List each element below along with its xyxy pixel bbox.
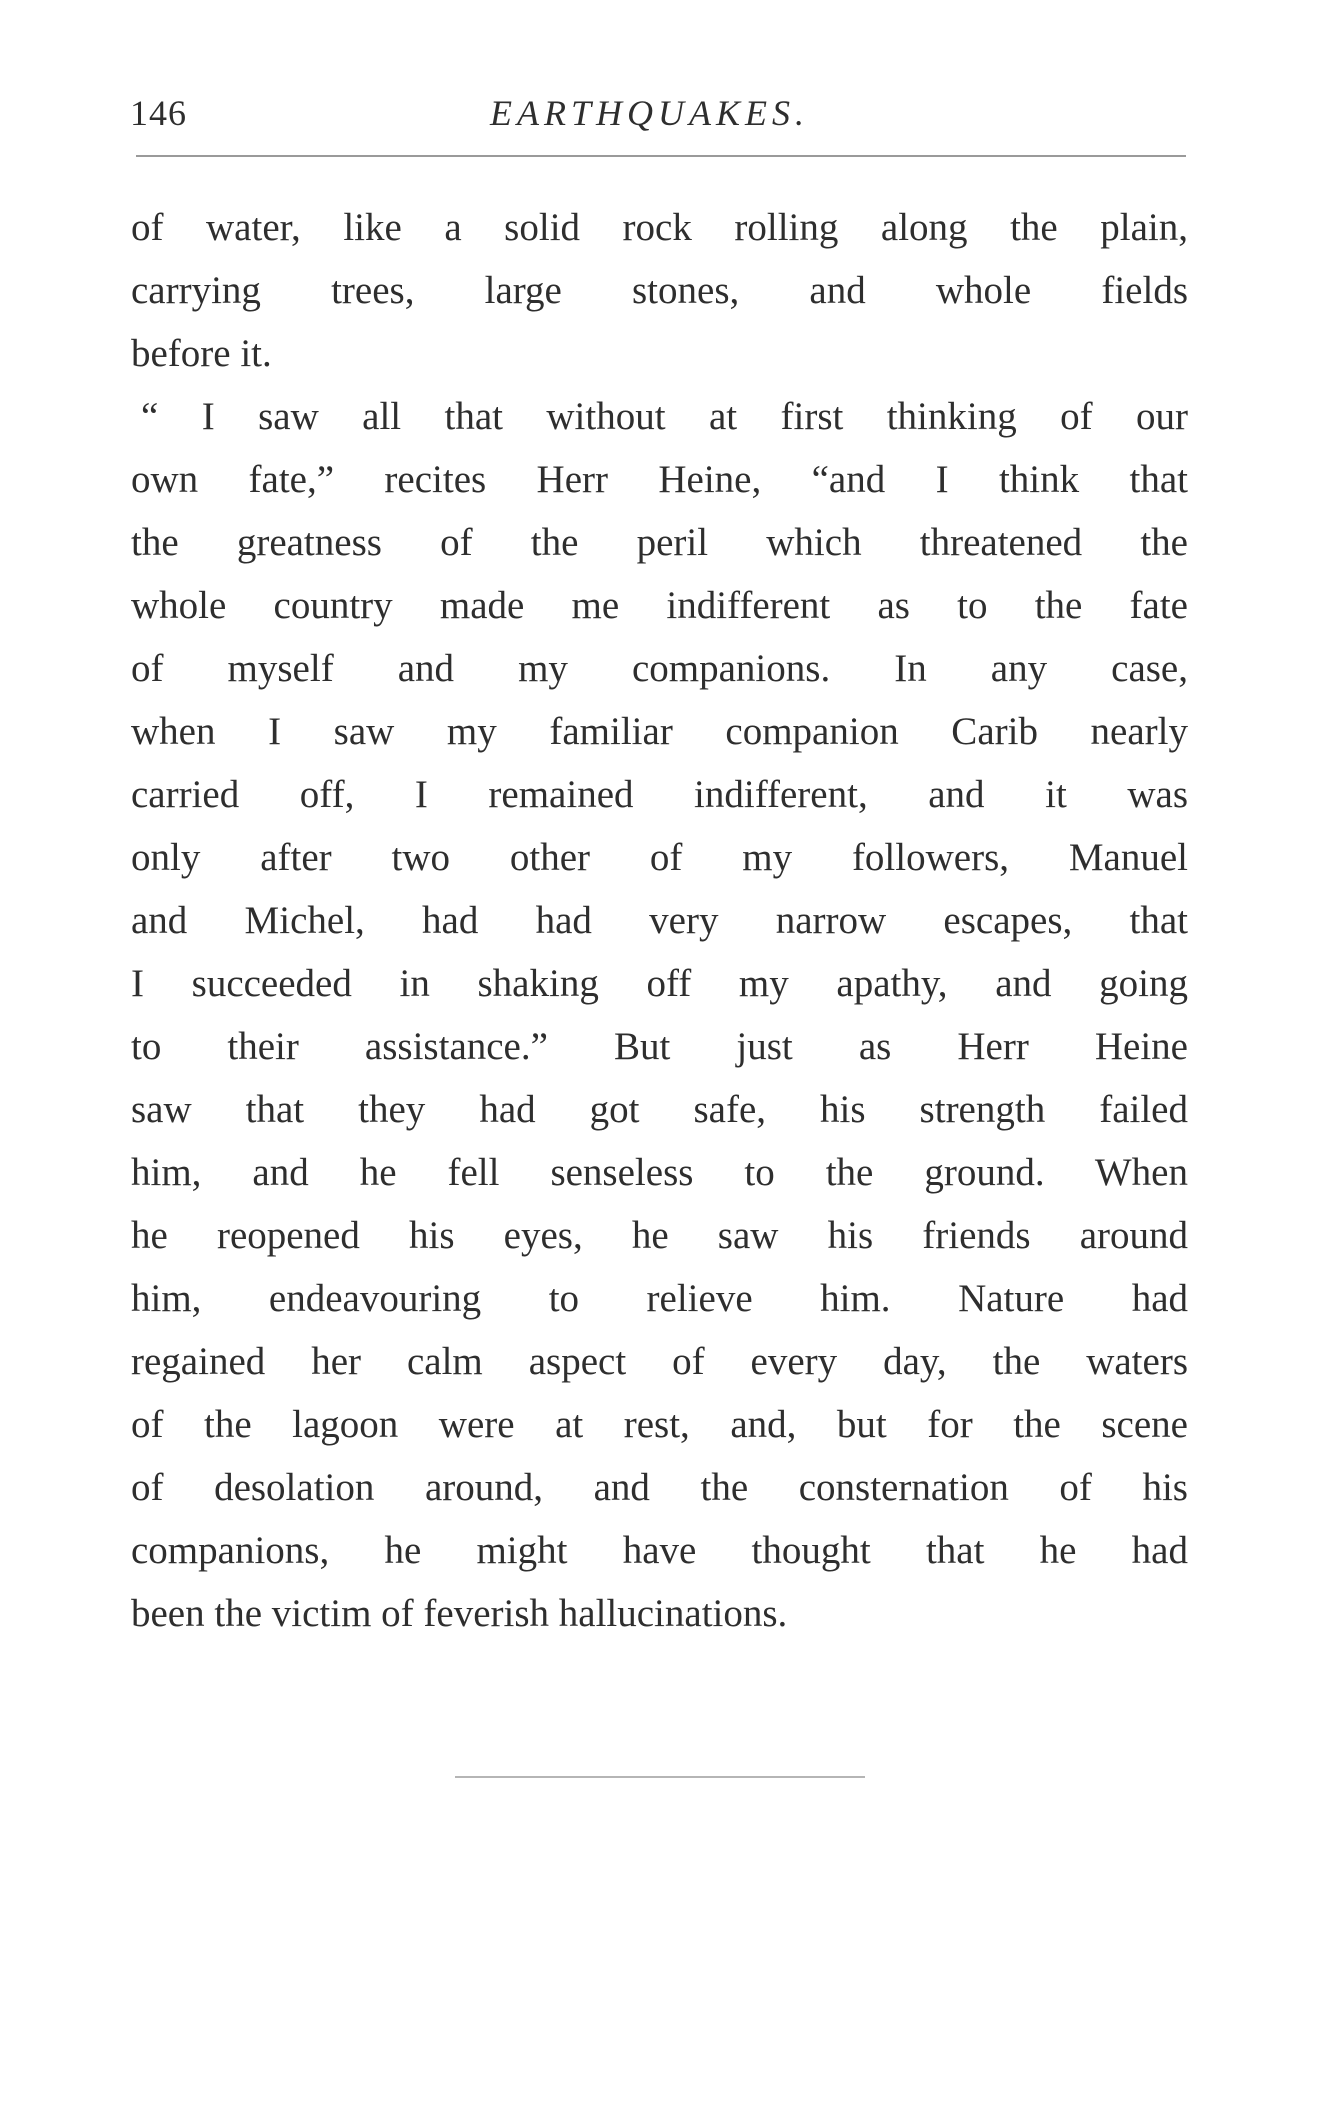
text-line: and Michel, had had very narrow escapes, that <box>131 899 1188 942</box>
text-line: to their assistance.” But just as Herr Heine <box>131 1025 1188 1068</box>
text-line: “ I saw all that without at first thinking of our <box>141 395 1188 438</box>
text-line: companions, he might have thought that he had <box>131 1529 1188 1572</box>
text-line: whole country made me indifferent as to the fate <box>131 584 1188 627</box>
text-line: of myself and my companions. In any case, <box>131 647 1188 690</box>
text-line: only after two other of my followers, Manuel <box>131 836 1188 879</box>
text-line: I succeeded in shaking off my apathy, and going <box>131 962 1188 1005</box>
text-line: of desolation around, and the consternation of his <box>131 1466 1188 1509</box>
text-line: before it. <box>131 332 272 375</box>
text-line: of water, like a solid rock rolling along the plain, <box>131 206 1188 249</box>
header-rule <box>136 155 1186 157</box>
text-line: him, and he fell senseless to the ground. When <box>131 1151 1188 1194</box>
running-head <box>130 92 1190 142</box>
text-line: carrying trees, large stones, and whole fields <box>131 269 1188 312</box>
chapter-end-rule <box>455 1776 865 1778</box>
running-title: EARTHQUAKES. <box>490 93 809 133</box>
text-line: the greatness of the peril which threatened the <box>131 521 1188 564</box>
text-line: of the lagoon were at rest, and, but for the scene <box>131 1403 1188 1446</box>
page-number: 146 <box>130 93 187 133</box>
text-line: when I saw my familiar companion Carib nearly <box>131 710 1188 753</box>
body-text <box>131 196 1188 1645</box>
text-line: regained her calm aspect of every day, the waters <box>131 1340 1188 1383</box>
text-line: saw that they had got safe, his strength failed <box>131 1088 1188 1131</box>
text-line: him, endeavouring to relieve him. Nature had <box>131 1277 1188 1320</box>
text-line: own fate,” recites Herr Heine, “and I think that <box>131 458 1188 501</box>
text-line: been the victim of feverish hallucinations. <box>131 1592 788 1635</box>
text-line: carried off, I remained indifferent, and it was <box>131 773 1188 816</box>
text-line: he reopened his eyes, he saw his friends around <box>131 1214 1188 1257</box>
